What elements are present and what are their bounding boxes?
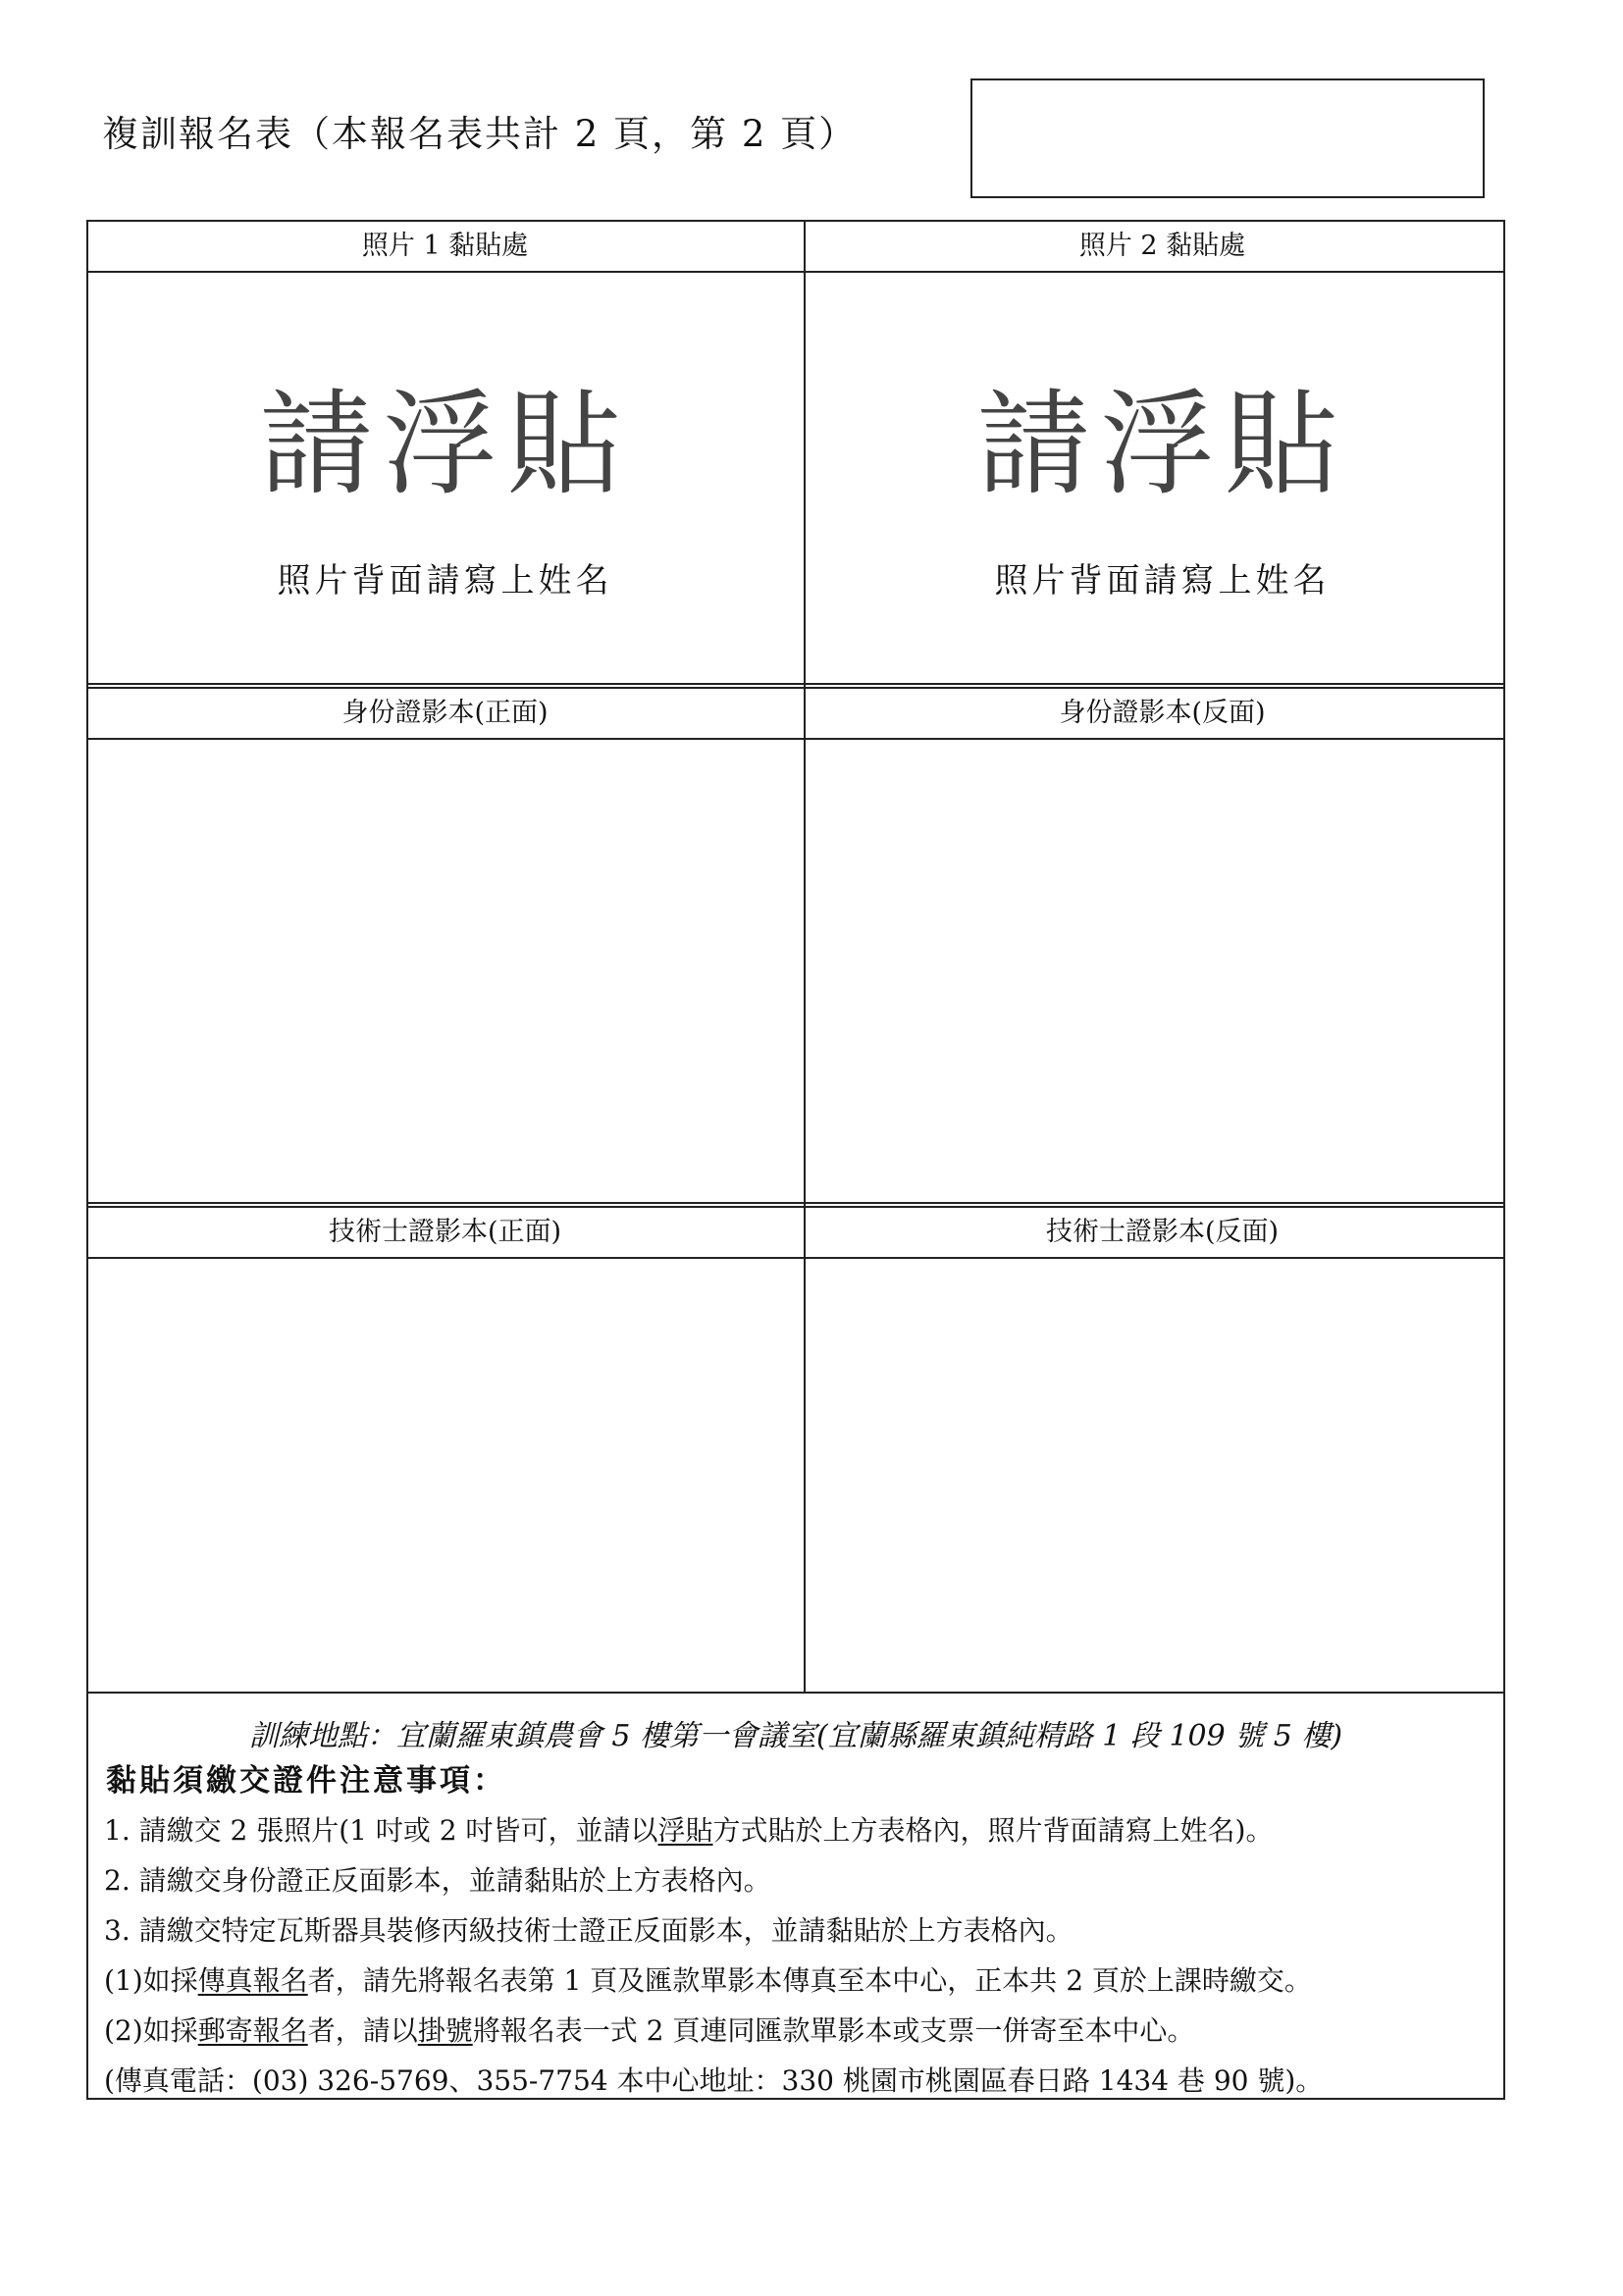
id-card-back-label: 身份證影本(反面) [1059,698,1266,728]
note-line-4: (1)如採傳真報名者，請先將報名表第 1 頁及匯款單影本傳真至本中心，正本共 2 頁於上課時繳交。 [104,1964,1312,1997]
photo-2-instruction: 照片背面請寫上姓名 [994,561,1331,600]
note-line-3: 3. 請繳交特定瓦斯器具裝修丙級技術士證正反面影本，並請黏貼於上方表格內。 [104,1914,1073,1947]
row-divider [88,271,1503,273]
license-front-label: 技術士證影本(正面) [328,1217,562,1247]
row-divider [88,1257,1503,1259]
form-table [86,220,1505,2100]
underlined-text: 郵寄報名 [197,2014,308,2047]
license-back-label: 技術士證影本(反面) [1045,1217,1280,1247]
underlined-text: 掛號 [417,2014,473,2047]
page-title: 複訓報名表（本報名表共計 2 頁，第 2 頁） [102,113,858,155]
photo-1-label: 照片 1 黏貼處 [361,231,529,261]
note-line-2: 2. 請繳交身份證正反面影本，並請黏貼於上方表格內。 [104,1864,771,1897]
photo-2-label: 照片 2 黏貼處 [1078,231,1246,261]
note-line-1: 1. 請繳交 2 張照片(1 吋或 2 吋皆可，並請以浮貼方式貼於上方表格內，照片背面請寫上姓名)。 [104,1814,1274,1847]
underlined-text: 浮貼 [657,1814,713,1847]
contact-info: (傳真電話：(03) 326-5769、355-7754 本中心地址：330 桃園市桃園區春日路 1434 巷 90 號)。 [104,2064,1324,2097]
notes-heading: 黏貼須繳交證件注意事項： [106,1763,506,1799]
photo-1-paste-text: 請浮貼 [259,379,631,511]
underlined-text: 傳真報名 [197,1964,308,1997]
photo-1-instruction: 照片背面請寫上姓名 [277,561,613,600]
row-divider [88,738,1503,740]
notes-section [88,1694,1503,2106]
id-card-front-label: 身份證影本(正面) [341,698,549,728]
training-location: 訓練地點：宜蘭羅東鎮農會 5 樓第一會議室(宜蘭縣羅東鎮純精路 1 段 109 號 5 樓) [248,1719,1343,1753]
photo-2-paste-text: 請浮貼 [976,379,1348,511]
note-line-5: (2)如採郵寄報名者，請以掛號將報名表一式 2 頁連同匯款單影本或支票一併寄至本中心。 [104,2014,1195,2047]
stamp-box [970,78,1485,198]
